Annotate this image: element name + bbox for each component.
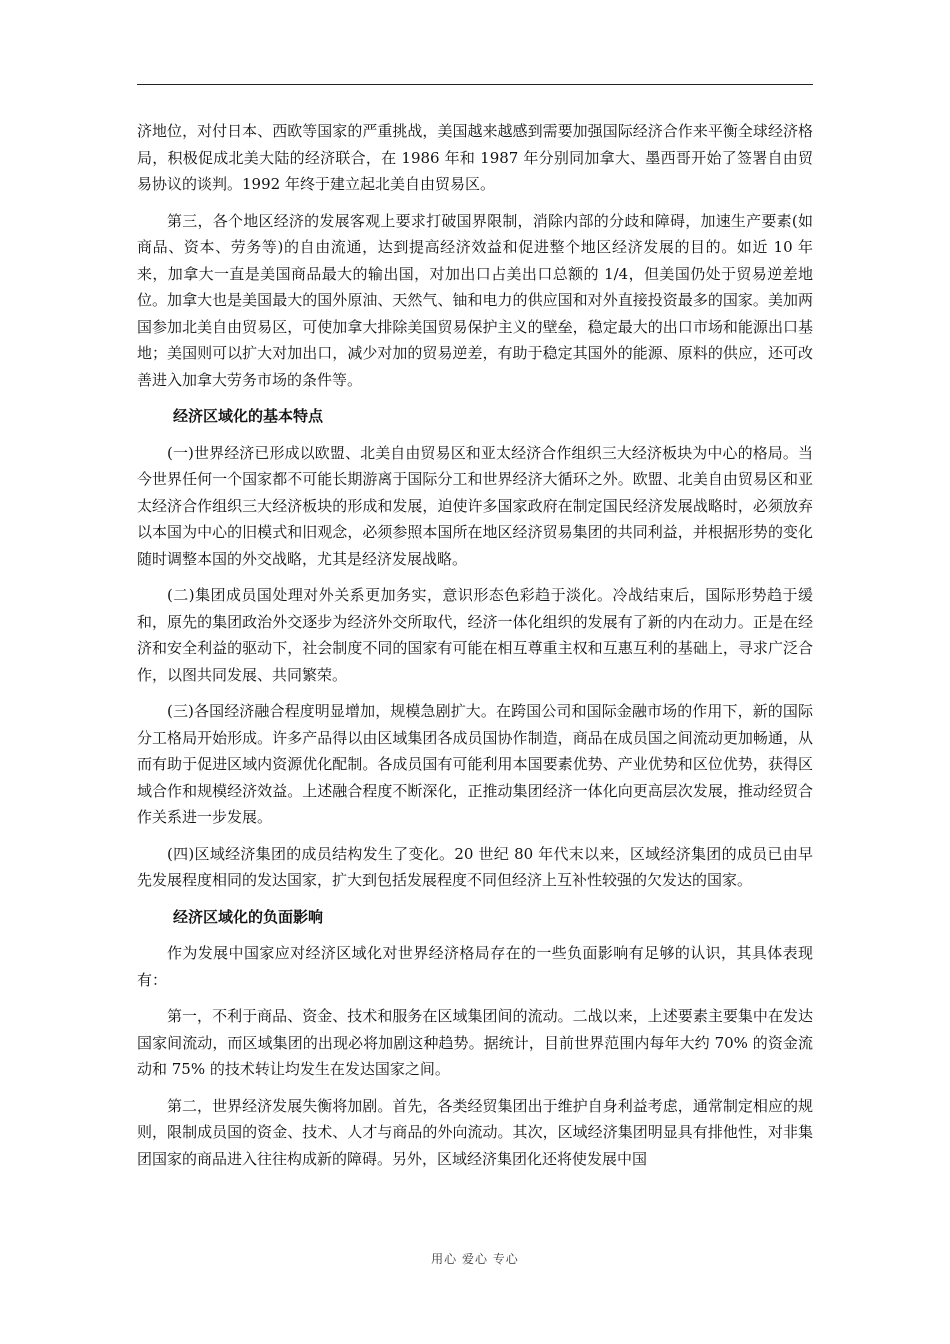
section-heading-negative-effects: 经济区域化的负面影响 — [173, 907, 324, 926]
paragraph-negative-intro: 作为发展中国家应对经济区域化对世界经济格局存在的一些负面影响有足够的认识，其具体表现有： — [137, 944, 813, 989]
paragraph-continued: 济地位，对付日本、西欧等国家的严重挑战，美国越来越感到需要加强国际经济合作来平衡全球经济格局，积极促成北美大陆的经济联合，在 1986 年和 1987 年分别同加拿大、墨西哥开始了签署自由贸易协议的谈判。1992 年终于建立起北美自由贸易区。 — [137, 122, 813, 193]
section-heading-features: 经济区域化的基本特点 — [173, 407, 324, 425]
paragraph-feature-2: (二)集团成员国处理对外关系更加务实，意识形态色彩趋于淡化。冷战结束后，国际形势趋于缓和，原先的集团政治外交逐步为经济外交所取代，经济一体化组织的发展有了新的内在动力。正是在经济和安全利益的驱动下，社会制度不同的国家有可能在相互尊重主权和互惠互利的基础上，寻求广泛合作，以图共同发展、共同繁荣。 — [137, 586, 813, 684]
page-footer: 用心 爱心 专心 — [431, 1252, 519, 1266]
paragraph-feature-3: (三)各国经济融合程度明显增加，规模急剧扩大。在跨国公司和国际金融市场的作用下，新的国际分工格局开始形成。许多产品得以由区域集团各成员国协作制造，商品在成员国之间流动更加畅通，从而有助于促进区域内资源优化配制。各成员国有可能利用本国要素优势、产业优势和区位优势，获得区域合作和规模经济效益。上述融合程度不断深化，正推动集团经济一体化向更高层次发展，推动经贸合作关系进一步发展。 — [137, 702, 813, 826]
paragraph-third-reason: 第三，各个地区经济的发展客观上要求打破国界限制，消除内部的分歧和障碍，加速生产要素(如商品、资本、劳务等)的自由流通，达到提高经济效益和促进整个地区经济发展的目的。如近 10 年来，加拿大一直是美国商品最大的输出国，对加出口占美出口总额的 1/4，但美国仍处于贸易逆差地位。加拿大也是美国最大的国外原油、天然气、铀和电力的供应国和对外直接投资最多的国家。美加两国参加北美自由贸易区，可使加拿大排除美国贸易保护主义的壁垒，稳定最大的出口市场和能源出口基地；美国则可以扩大对加出口，减少对加的贸易逆差，有助于稳定其国外的能源、原料的供应，还可改善进入加拿大劳务市场的条件等。 — [137, 211, 813, 389]
paragraph-feature-1: (一)世界经济已形成以欧盟、北美自由贸易区和亚太经济合作组织三大经济板块为中心的格局。当今世界任何一个国家都不可能长期游离于国际分工和世界经济大循环之外。欧盟、北美自由贸易区和亚太经济合作组织三大经济板块的形成和发展，迫使许多国家政府在制定国民经济发展战略时，必须放弃以本国为中心的旧模式和旧观念，必须参照本国所在地区经济贸易集团的共同利益，并根据形势的变化随时调整本国的外交战略，尤其是经济发展战略。 — [137, 443, 813, 568]
paragraph-negative-2: 第二，世界经济发展失衡将加剧。首先，各类经贸集团出于维护自身利益考虑，通常制定相应的规则，限制成员国的资金、技术、人才与商品的外向流动。其次，区域经济集团明显具有排他性，对非集团国家的商品进入往往构成新的障碍。另外，区域经济集团化还将使发展中国 — [137, 1096, 813, 1168]
header-rule — [137, 84, 813, 85]
document-body — [137, 118, 813, 1182]
paragraph-negative-1: 第一，不利于商品、资金、技术和服务在区域集团间的流动。二战以来，上述要素主要集中在发达国家间流动，而区域集团的出现必将加剧这种趋势。据统计，目前世界范围内每年大约 70% 的资金流动和 75% 的技术转让均发生在发达国家之间。 — [137, 1007, 813, 1078]
paragraph-feature-4: (四)区域经济集团的成员结构发生了变化。20 世纪 80 年代末以来，区域经济集团的成员已由早先发展程度相同的发达国家，扩大到包括发展程度不同但经济上互补性较强的欠发达的国家。 — [137, 844, 813, 889]
